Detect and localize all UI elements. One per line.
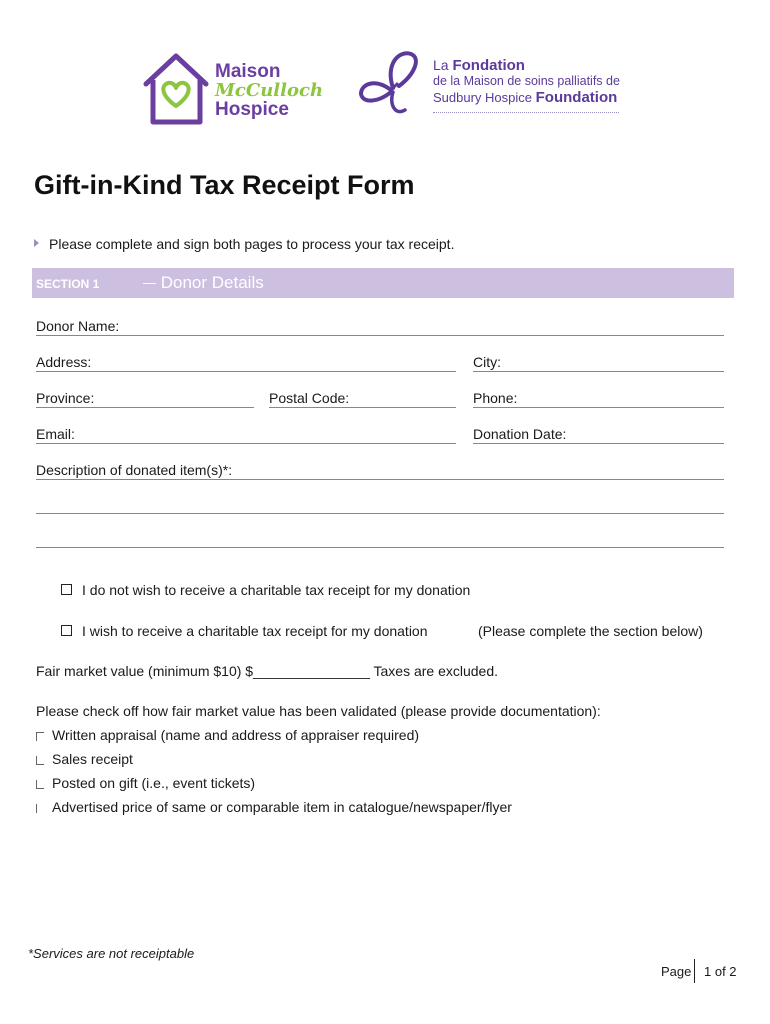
- checkbox-corner-icon[interactable]: [36, 780, 44, 789]
- city-label: City:: [473, 354, 501, 370]
- postal-code-label: Postal Code:: [269, 390, 350, 406]
- checkbox-corner-icon[interactable]: [36, 756, 44, 765]
- hospice-wordmark: Hospice: [215, 99, 289, 120]
- province-field[interactable]: [36, 407, 254, 408]
- fondation-subtitle: de la Maison de soins palliatifs de: [433, 74, 620, 88]
- house-heart-icon: [140, 50, 212, 128]
- validation-option-sales-receipt[interactable]: Sales receipt: [36, 751, 133, 767]
- page-label: Page: [661, 964, 692, 979]
- fondation-name: Sudbury Hospice Foundation: [433, 89, 618, 106]
- page-title: Gift-in-Kind Tax Receipt Form: [34, 170, 415, 200]
- phone-field[interactable]: [473, 407, 724, 408]
- section-title: — Donor Details: [143, 273, 264, 292]
- maison-wordmark: Maison: [215, 61, 281, 82]
- fondation-logo: [355, 44, 625, 126]
- fair-market-value-line: Fair market value (minimum $10) $_______________ Taxes are excluded.: [36, 663, 499, 679]
- no-receipt-option[interactable]: I do not wish to receive a charitable tax receipt for my donation: [61, 582, 470, 598]
- description-field-line-2[interactable]: [36, 513, 724, 514]
- address-field[interactable]: [36, 371, 456, 372]
- bullet-triangle-icon: [34, 239, 39, 247]
- description-field-line-1[interactable]: [36, 479, 724, 480]
- validation-option-appraisal[interactable]: Written appraisal (name and address of appraiser required): [36, 727, 419, 743]
- validation-intro: Please check off how fair market value has been validated (please provide documentation):: [36, 703, 601, 719]
- mcculloch-wordmark: McCulloch: [215, 80, 324, 101]
- email-label: Email:: [36, 426, 75, 442]
- postal-code-field[interactable]: [269, 407, 456, 408]
- donor-name-field[interactable]: [36, 335, 724, 336]
- instruction-text: Please complete and sign both pages to process your tax receipt.: [34, 236, 454, 252]
- want-receipt-option[interactable]: I wish to receive a charitable tax receipt for my donation: [61, 623, 428, 639]
- city-field[interactable]: [473, 371, 724, 372]
- donor-name-label: Donor Name:: [36, 318, 120, 334]
- donation-date-label: Donation Date:: [473, 426, 567, 442]
- validation-option-advertised-price[interactable]: Advertised price of same or comparable item in catalogue/newspaper/flyer: [36, 799, 512, 815]
- maison-mcculloch-logo: [140, 50, 324, 130]
- checkbox-corner-icon[interactable]: [36, 804, 44, 813]
- page-divider: [694, 959, 695, 983]
- no-receipt-checkbox[interactable]: [61, 584, 72, 595]
- description-field-line-3[interactable]: [36, 547, 724, 548]
- checkbox-corner-icon[interactable]: [36, 732, 44, 741]
- butterfly-icon: [355, 44, 433, 122]
- section-number: SECTION 1: [36, 277, 100, 291]
- address-label: Address:: [36, 354, 92, 370]
- footnote: *Services are not receiptable: [28, 946, 195, 961]
- validation-option-posted-on-gift[interactable]: Posted on gift (i.e., event tickets): [36, 775, 255, 791]
- email-field[interactable]: [36, 443, 456, 444]
- page-number: 1 of 2: [704, 964, 737, 979]
- phone-label: Phone:: [473, 390, 518, 406]
- fondation-title: La Fondation: [433, 57, 525, 74]
- province-label: Province:: [36, 390, 95, 406]
- fondation-underline: [433, 112, 619, 113]
- section-1-header: [32, 268, 734, 298]
- donation-date-field[interactable]: [473, 443, 724, 444]
- description-label: Description of donated item(s)*:: [36, 462, 233, 478]
- want-receipt-note: (Please complete the section below): [478, 623, 703, 639]
- want-receipt-checkbox[interactable]: [61, 625, 72, 636]
